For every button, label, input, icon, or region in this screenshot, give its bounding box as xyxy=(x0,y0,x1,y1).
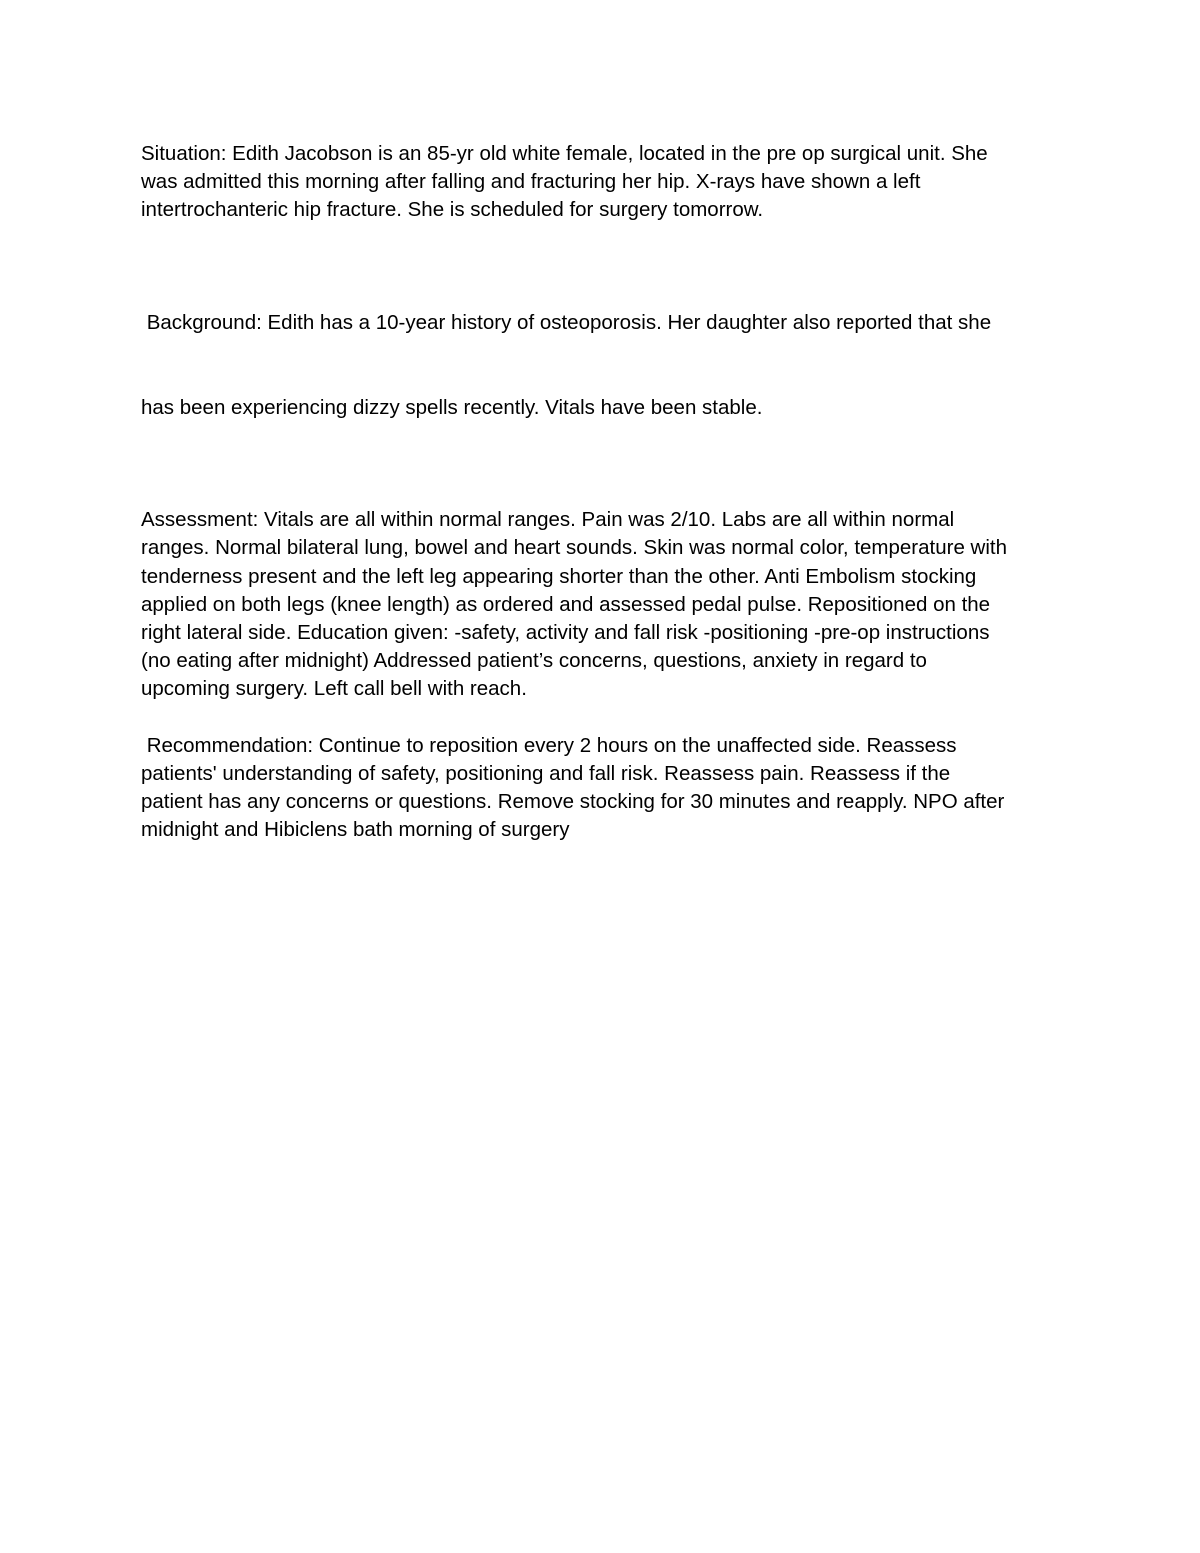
recommendation-paragraph xyxy=(141,732,1071,845)
text-line: right lateral side. Education given: -safety, activity and fall risk -positioning -pre-op instructions xyxy=(141,621,990,645)
text-line: Recommendation: Continue to reposition every 2 hours on the unaffected side. Reassess xyxy=(141,733,957,757)
text-line: upcoming surgery. Left call bell with reach. xyxy=(141,677,527,701)
text-line: tenderness present and the left leg appearing shorter than the other. Anti Embolism stocking xyxy=(141,564,977,588)
text-line: applied on both legs (knee length) as ordered and assessed pedal pulse. Repositioned on the xyxy=(141,592,991,616)
text-line: (no eating after midnight) Addressed patient’s concerns, questions, anxiety in regard to xyxy=(141,649,927,673)
text-line: Assessment: Vitals are all within normal ranges. Pain was 2/10. Labs are all within normal xyxy=(141,508,955,532)
text-line: ranges. Normal bilateral lung, bowel and heart sounds. Skin was normal color, temperature with xyxy=(141,536,1007,560)
text-line: Background: Edith has a 10-year history of osteoporosis. Her daughter also reported that she xyxy=(141,311,992,335)
text-line: has been experiencing dizzy spells recently. Vitals have been stable. xyxy=(141,395,763,419)
text-line: was admitted this morning after falling and fracturing her hip. X-rays have shown a left xyxy=(141,170,921,194)
background-paragraph xyxy=(141,253,1071,479)
text-line: Situation: Edith Jacobson is an 85-yr old white female, located in the pre op surgical unit. She xyxy=(141,142,988,165)
text-line: patients' understanding of safety, positioning and fall risk. Reassess pain. Reassess if the xyxy=(141,761,951,785)
text-line: patient has any concerns or questions. Remove stocking for 30 minutes and reapply. NPO after xyxy=(141,790,1005,814)
text-line: intertrochanteric hip fracture. She is scheduled for surgery tomorrow. xyxy=(141,198,764,222)
document-body xyxy=(141,140,1071,872)
situation-paragraph xyxy=(141,140,1071,225)
assessment-paragraph xyxy=(141,506,1071,703)
text-line: midnight and Hibiclens bath morning of surgery xyxy=(141,818,570,842)
